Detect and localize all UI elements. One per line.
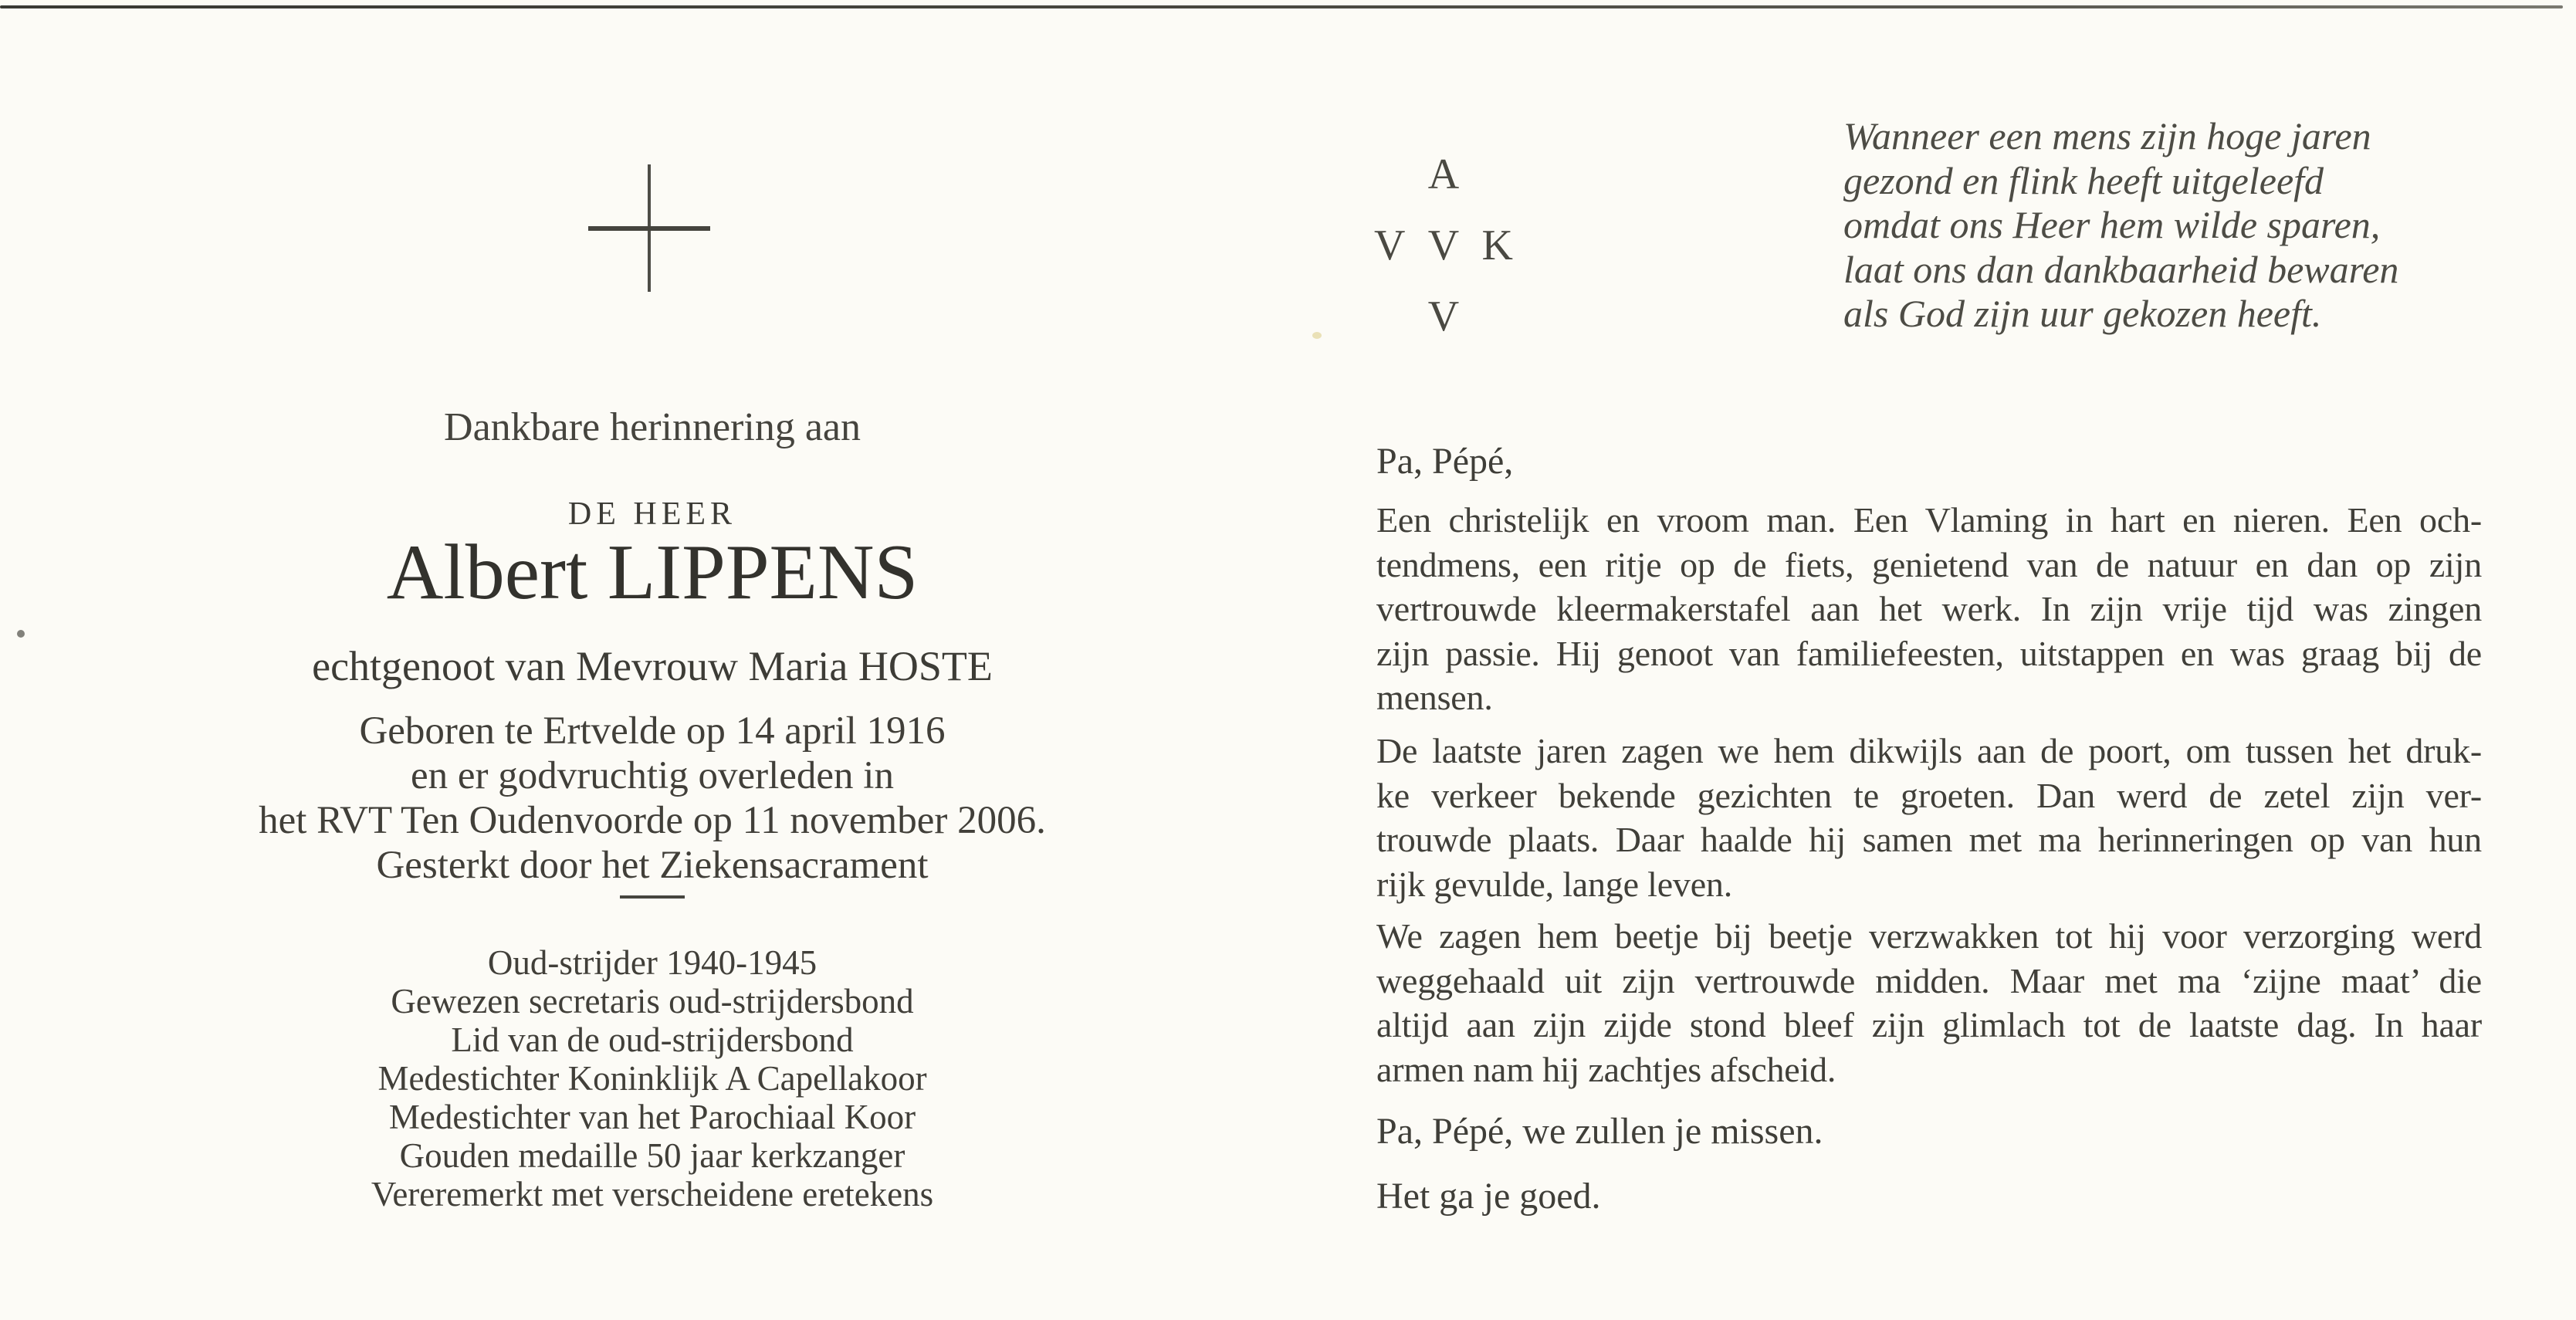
- emblem-row-middle: [1373, 210, 1515, 281]
- poem-line: gezond en flink heeft uitgeleefd: [1843, 158, 2324, 202]
- emblem-letter-a: A: [1427, 151, 1460, 198]
- eulogy-paragraph-3: [1376, 914, 2482, 1092]
- paragraph-line: weggehaald uit zijn vertrouwde midden. Maar met ma ‘zijne maat’ die: [1376, 960, 2482, 1000]
- life-date-line: Geboren te Ertvelde op 14 april 1916: [359, 709, 946, 753]
- honorific-line: DE HEER: [567, 496, 737, 532]
- honor-line: Lid van de oud-strijdersbond: [451, 1020, 854, 1059]
- emblem-letter-v-center: V: [1427, 222, 1460, 269]
- emblem-row-top: [1373, 139, 1515, 210]
- life-date-line: en er godvruchtig overleden in: [411, 754, 894, 797]
- poem-line: omdat ons Heer hem wilde sparen,: [1843, 203, 2381, 246]
- honors-list: [185, 943, 1119, 1213]
- emblem-letter-v-left: V: [1374, 222, 1406, 269]
- paragraph-line: armen nam hij zachtjes afscheid.: [1376, 1049, 1836, 1089]
- poem-line: Wanneer een mens zijn hoge jaren: [1843, 114, 2371, 157]
- honor-line: Medestichter Koninklijk A Capellakoor: [377, 1059, 927, 1098]
- eulogy-paragraph-2: [1376, 729, 2482, 906]
- life-date-line: Gesterkt door het Ziekensacrament: [376, 844, 929, 887]
- honor-line: Gouden medaille 50 jaar kerkzanger: [399, 1136, 905, 1175]
- life-dates-block: [185, 709, 1119, 888]
- paragraph-line: altijd aan zijn zijde stond bleef zijn glimlach tot de laatste dag. In haar: [1376, 1005, 2482, 1044]
- paragraph-line: vertrouwde kleermakerstafel aan het werk. In zijn vrije tijd was zingen: [1376, 589, 2482, 628]
- scan-speck: [1312, 332, 1322, 339]
- honor-line: Vereremerkt met verscheidene eretekens: [371, 1175, 934, 1213]
- honor-line: Oud-strijder 1940-1945: [487, 943, 817, 982]
- emblem-letter-k: K: [1481, 222, 1513, 269]
- paragraph-line: We zagen hem beetje bij beetje verzwakken tot hij voor verzorging werd: [1376, 916, 2482, 956]
- salutation-line: Pa, Pépé,: [1376, 441, 1514, 482]
- eulogy-paragraph-1: [1376, 498, 2482, 720]
- cross-icon: [588, 164, 710, 292]
- paragraph-line: ke verkeer bekende gezichten te groeten. Dan werd de zetel zijn ver-: [1376, 775, 2482, 815]
- emblem-letter-v-bottom: V: [1427, 293, 1460, 340]
- paragraph-line: tendmens, een ritje op de fiets, genietend van de natuur en dan op zijn: [1376, 544, 2482, 584]
- paragraph-line: rijk gevulde, lange leven.: [1376, 864, 1733, 904]
- deceased-name: Albert LIPPENS: [386, 529, 919, 616]
- closing-line-missen: Pa, Pépé, we zullen je missen.: [1376, 1111, 1823, 1152]
- poem-line: laat ons dan dankbaarheid bewaren: [1843, 247, 2399, 291]
- avv-vvk-cross-emblem: [1373, 139, 1515, 352]
- paragraph-line: zijn passie. Hij genoot van familiefeesten, uitstappen en was graag bij de: [1376, 633, 2482, 673]
- honor-line: Medestichter van het Parochiaal Koor: [388, 1098, 916, 1136]
- poem-line: als God zijn uur gekozen heeft.: [1843, 292, 2322, 335]
- cross-horizontal-bar: [588, 226, 710, 231]
- emblem-row-bottom: [1373, 281, 1515, 352]
- paragraph-line: Een christelijk en vroom man. Een Vlaming in hart en nieren. Een och-: [1376, 500, 2482, 540]
- scan-edge-line: [0, 5, 2563, 8]
- memorial-poem: [1843, 114, 2430, 337]
- scan-speck: [17, 630, 25, 638]
- intro-line: Dankbare herinnering aan: [444, 405, 861, 449]
- closing-line-goed: Het ga je goed.: [1376, 1176, 1601, 1217]
- paragraph-line: trouwde plaats. Daar haalde hij samen met ma herinneringen op van hun: [1376, 820, 2482, 859]
- spouse-line: echtgenoot van Mevrouw Maria HOSTE: [312, 643, 993, 689]
- paragraph-line: mensen.: [1376, 678, 1493, 717]
- paragraph-line: De laatste jaren zagen we hem dikwijls aan de poort, om tussen het druk-: [1376, 731, 2482, 770]
- divider-rule: [620, 895, 685, 899]
- honor-line: Gewezen secretaris oud-strijdersbond: [391, 982, 914, 1020]
- life-date-line: het RVT Ten Oudenvoorde op 11 november 2006.: [259, 799, 1046, 842]
